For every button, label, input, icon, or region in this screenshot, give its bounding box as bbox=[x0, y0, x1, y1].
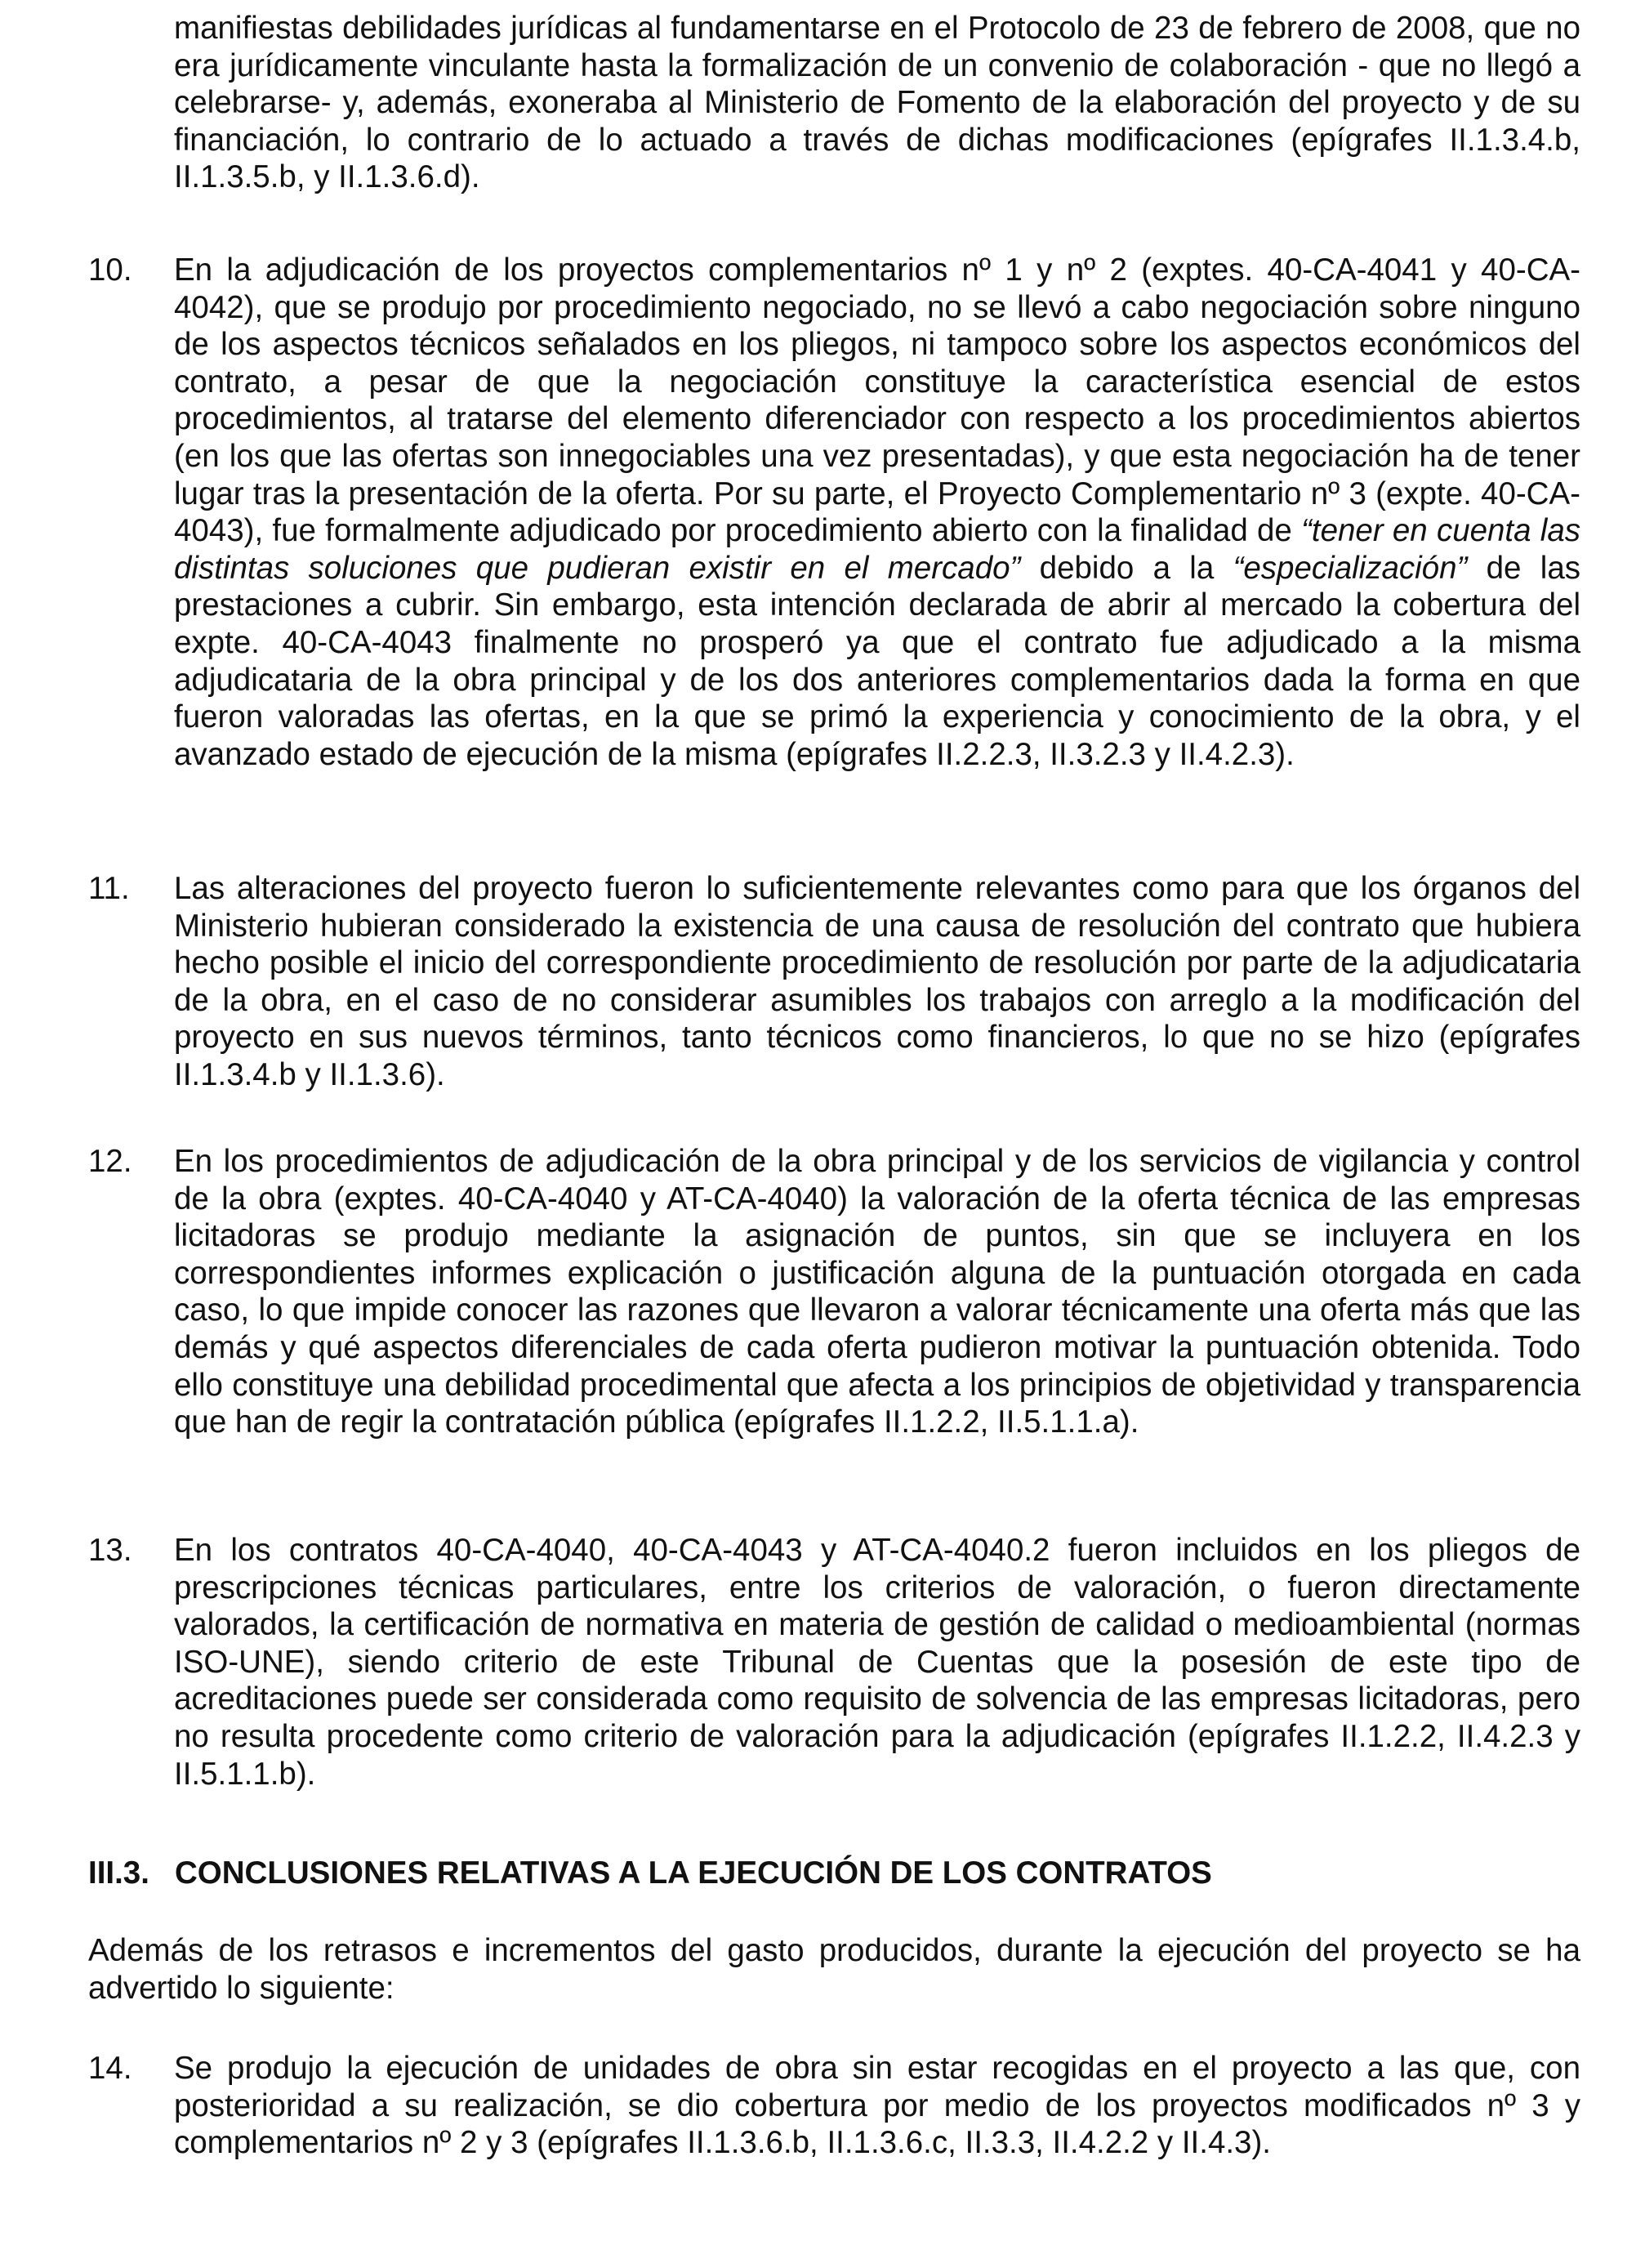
item-13-text: En los contratos 40-CA-4040, 40-CA-4043 y AT-CA-4040.2 fueron incluidos en los pliegos de prescripciones técnicas particulares, entre los criterios de valoración, o fueron directamente valorados, la certificación de normativa en materia de gestión de calidad o medioambiental (normas ISO-UNE), siendo criterio de este Tribunal de Cuentas que la posesión de este tipo de acreditaciones puede ser considerada como requisito de solvencia de las empresas licitadoras, pero no resulta procedente como criterio de valoración para la adjudicación (epígrafes II.1.2.2, II.4.2.3 y II.5.1.1.b). bbox=[174, 1533, 1580, 1792]
item-10-quote2: “especialización” bbox=[1233, 550, 1468, 586]
item-10-part1: En la adjudicación de los proyectos complementarios nº 1 y nº 2 (exptes. 40-CA-4041 y 40-CA-4042), que se produjo por procedimiento negociado, no se llevó a cabo negociación sobre ninguno de los aspectos técnicos señalados en los pliegos, ni tampoco sobre los aspectos económicos del contrato, a pesar de que la negociación constituye la característica esencial de estos procedimientos, al tratarse del elemento diferenciador con respecto a los procedimientos abiertos (en los que las ofertas son innegociables una vez presentadas), y que esta negociación ha de tener lugar tras la presentación de la oferta. Por su parte, el Proyecto Complementario nº 3 (expte. 40-CA-4043), fue formalmente adjudicado por procedimiento abierto con la finalidad de bbox=[174, 252, 1580, 549]
intro-paragraph: Además de los retrasos e incrementos del gasto producidos, durante la ejecución del proyecto se ha advertido lo siguiente: bbox=[88, 1933, 1580, 2006]
item-number-13: 13. bbox=[88, 1533, 132, 1568]
section-heading bbox=[88, 1855, 1212, 1892]
item-10-quote1: “tener en cuenta las distintas soluciones que pudieran existir en el mercado” bbox=[174, 513, 1581, 586]
item-number-10: 10. bbox=[88, 252, 132, 288]
item-number-14: 14. bbox=[88, 2051, 132, 2086]
item-10-part3: de las prestaciones a cubrir. Sin embargo, esta intención declarada de abrir al mercado la cobertura del expte. 40-CA-4043 finalmente no prosperó ya que el contrato fue adjudicado a la misma adjudicataria de la obra principal y de los dos anteriores complementarios dada la forma en que fueron valoradas las ofertas, en la que se primó la experiencia y conocimiento de la obra, y el avanzado estado de ejecución de la misma (epígrafes II.2.2.3, II.3.2.3 y II.4.2.3). bbox=[174, 550, 1580, 772]
item-10-text bbox=[174, 252, 1580, 773]
item-number-12: 12. bbox=[88, 1144, 132, 1179]
section-title: CONCLUSIONES RELATIVAS A LA EJECUCIÓN DE LOS CONTRATOS bbox=[175, 1855, 1212, 1891]
section-number: III.3. bbox=[88, 1855, 149, 1891]
item-12-text: En los procedimientos de adjudicación de la obra principal y de los servicios de vigilancia y control de la obra (exptes. 40-CA-4040 y AT-CA-4040) la valoración de la oferta técnica de las empresas licitadoras se produjo mediante la asignación de puntos, sin que se incluyera en los correspondientes informes explicación o justificación alguna de la puntuación otorgada en cada caso, lo que impide conocer las razones que llevaron a valorar técnicamente una oferta más que las demás y qué aspectos diferenciales de cada oferta pudieron motivar la puntuación obtenida. Todo ello constituye una debilidad procedimental que afecta a los principios de objetividad y transparencia que han de regir la contratación pública (epígrafes II.1.2.2, II.5.1.1.a). bbox=[174, 1144, 1580, 1440]
item-number-11: 11. bbox=[88, 871, 130, 906]
item-11-text: Las alteraciones del proyecto fueron lo suficientemente relevantes como para que los órganos del Ministerio hubieran considerado la existencia de una causa de resolución del contrato que hubiera hecho posible el inicio del correspondiente procedimiento de resolución por parte de la adjudicataria de la obra, en el caso de no considerar asumibles los trabajos con arreglo a la modificación del proyecto en sus nuevos términos, tanto técnicos como financieros, lo que no se hizo (epígrafes II.1.3.4.b y II.1.3.6). bbox=[174, 871, 1580, 1092]
item-10-part2: debido a la bbox=[1020, 550, 1233, 586]
item-14-text: Se produjo la ejecución de unidades de obra sin estar recogidas en el proyecto a las que, con posterioridad a su realización, se dio cobertura por medio de los proyectos modificados nº 3 y complementarios nº 2 y 3 (epígrafes II.1.3.6.b, II.1.3.6.c, II.3.3, II.4.2.2 y II.4.3). bbox=[174, 2051, 1580, 2161]
continuation-paragraph: manifiestas debilidades jurídicas al fundamentarse en el Protocolo de 23 de febrero de 2008, que no era jurídicamente vinculante hasta la formalización de un convenio de colaboración - que no llegó a celebrarse- y, además, exoneraba al Ministerio de Fomento de la elaboración del proyecto y de su financiación, lo contrario de lo actuado a través de dichas modificaciones (epígrafes II.1.3.4.b, II.1.3.5.b, y II.1.3.6.d). bbox=[174, 11, 1580, 195]
